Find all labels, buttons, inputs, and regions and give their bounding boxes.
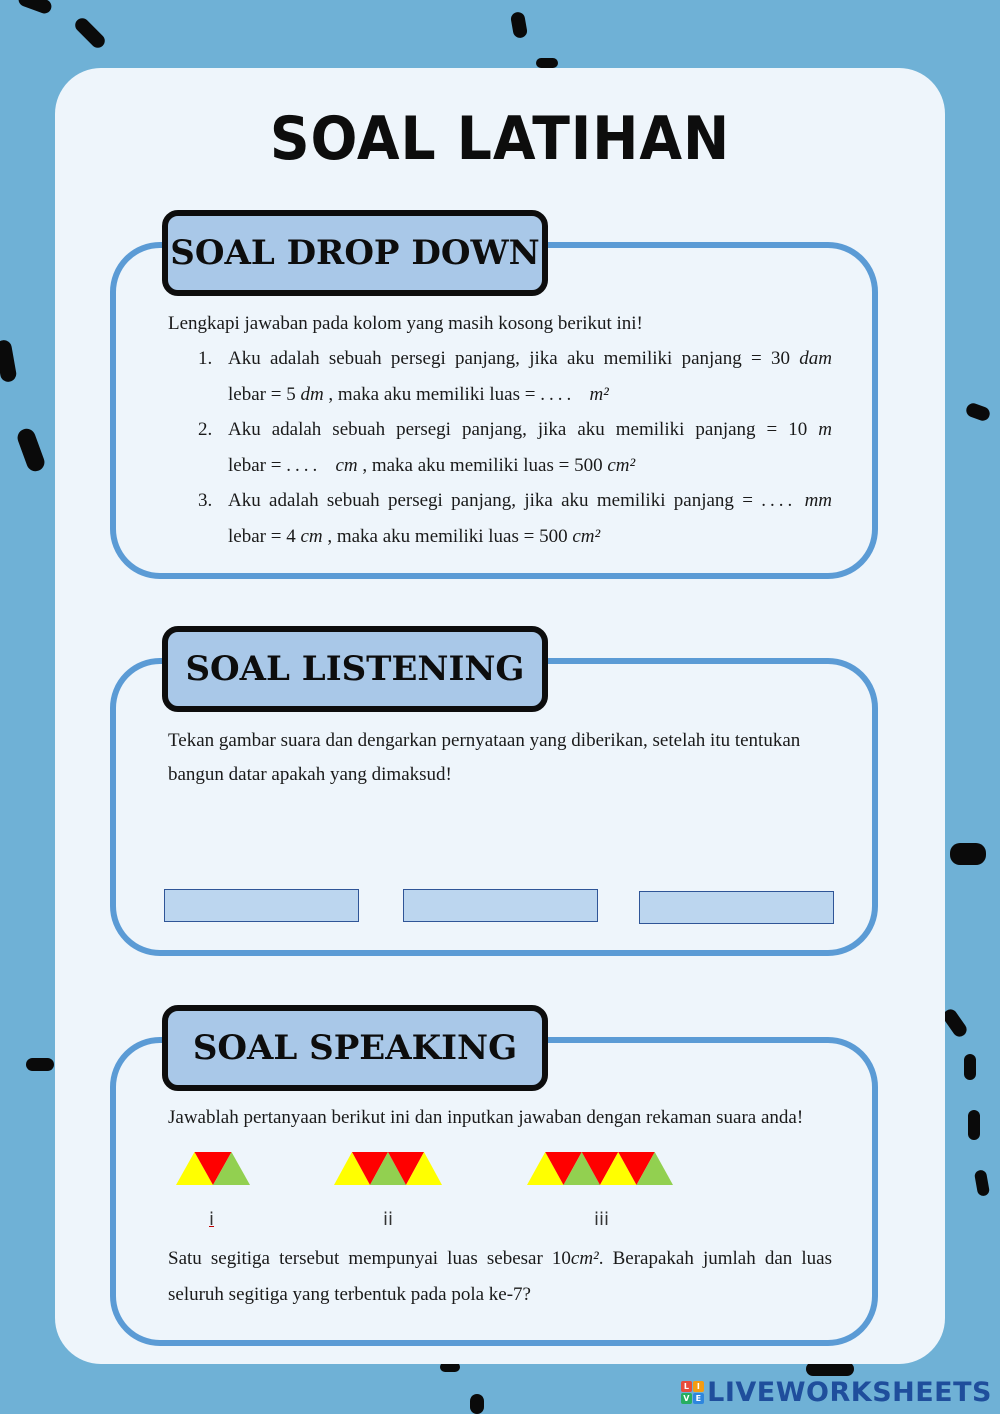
dropdown-tab: SOAL DROP DOWN xyxy=(162,210,548,296)
background-dash xyxy=(950,843,986,865)
speaking-question xyxy=(168,1241,832,1312)
pattern-label-i: i xyxy=(209,1209,215,1230)
question-number: 2. xyxy=(198,419,213,440)
question-text: lebar = 4 xyxy=(228,525,296,547)
background-dash xyxy=(974,1169,990,1197)
pattern-label-iii: iii xyxy=(594,1209,610,1230)
triangle-pattern-1 xyxy=(176,1152,250,1186)
dropdown-instruction: Lengkapi jawaban pada kolom yang masih kosong berikut ini! xyxy=(168,313,643,334)
triangle-pattern-3 xyxy=(527,1152,673,1186)
background-dash xyxy=(510,11,528,39)
logo-icon: L I V E xyxy=(681,1381,704,1404)
liveworksheets-logo xyxy=(681,1377,992,1408)
question-text: . Berapakah jumlah dan luas xyxy=(598,1248,832,1269)
background-dash xyxy=(470,1394,484,1414)
background-dash xyxy=(17,0,54,15)
question-text: , maka aku memiliki luas = xyxy=(328,383,541,405)
unit-text: cm² xyxy=(572,525,601,547)
unit-text: cm² xyxy=(570,1248,599,1269)
background-dash xyxy=(964,401,991,422)
unit-text: m² xyxy=(589,383,609,405)
dropdown-question-1 xyxy=(198,341,832,412)
dropdown-question-3 xyxy=(198,483,832,554)
listening-instruction-line-1: Tekan gambar suara dan dengarkan pernyataan yang diberikan, setelah itu tentukan xyxy=(168,730,801,751)
answer-input-1[interactable] xyxy=(164,889,359,922)
question-text: Satu segitiga tersebut mempunyai luas sebesar 10 xyxy=(168,1248,571,1269)
dropdown-question-2 xyxy=(198,412,832,483)
background-dash xyxy=(15,426,47,474)
unit-text: m xyxy=(818,419,833,440)
answer-dropdown-1[interactable]: .... xyxy=(540,383,576,405)
speaking-instruction: Jawablah pertanyaan berikut ini dan inputkan jawaban dengan rekaman suara anda! xyxy=(168,1107,804,1128)
background-dash xyxy=(0,339,18,383)
listening-instruction-line-2: bangun datar apakah yang dimaksud! xyxy=(168,764,452,785)
answer-dropdown-3[interactable]: .... xyxy=(761,490,797,511)
unit-text: mm xyxy=(804,490,833,511)
brand-name: LIVEWORKSHEETS xyxy=(707,1377,992,1408)
background-dash xyxy=(806,1362,854,1376)
question-text: lebar = xyxy=(228,454,287,476)
question-number: 1. xyxy=(198,348,213,369)
listening-tab: SOAL LISTENING xyxy=(162,626,548,712)
page-title: SOAL LATIHAN xyxy=(269,104,731,174)
background-dash xyxy=(26,1058,54,1071)
pattern-label-ii: ii xyxy=(383,1209,394,1230)
question-text: , maka aku memiliki luas = 500 xyxy=(327,525,568,547)
question-text: , maka aku memiliki luas = 500 xyxy=(362,454,603,476)
background-dash xyxy=(968,1110,980,1140)
question-text: Aku adalah sebuah persegi panjang, jika aku memiliki panjang = 10 xyxy=(228,419,808,440)
background-dash xyxy=(536,58,558,68)
speaking-tab: SOAL SPEAKING xyxy=(162,1005,548,1091)
question-text: seluruh segitiga yang terbentuk pada pola ke-7? xyxy=(168,1283,531,1305)
unit-text: cm² xyxy=(607,454,636,476)
question-text: lebar = 5 xyxy=(228,383,296,405)
background-dash xyxy=(72,15,107,50)
answer-input-2[interactable] xyxy=(403,889,598,922)
question-text: Aku adalah sebuah persegi panjang, jika aku memiliki panjang = 30 xyxy=(228,348,790,369)
question-number: 3. xyxy=(198,490,213,511)
answer-dropdown-2[interactable]: .... xyxy=(286,454,322,476)
unit-text: cm xyxy=(300,525,323,547)
triangle-pattern-2 xyxy=(334,1152,442,1186)
background-dash xyxy=(964,1054,976,1080)
answer-input-3[interactable] xyxy=(639,891,834,924)
unit-text: dam xyxy=(799,348,832,369)
question-text: Aku adalah sebuah persegi panjang, jika aku memiliki panjang = xyxy=(228,490,762,511)
unit-text: cm xyxy=(335,454,358,476)
unit-text: dm xyxy=(300,383,324,405)
